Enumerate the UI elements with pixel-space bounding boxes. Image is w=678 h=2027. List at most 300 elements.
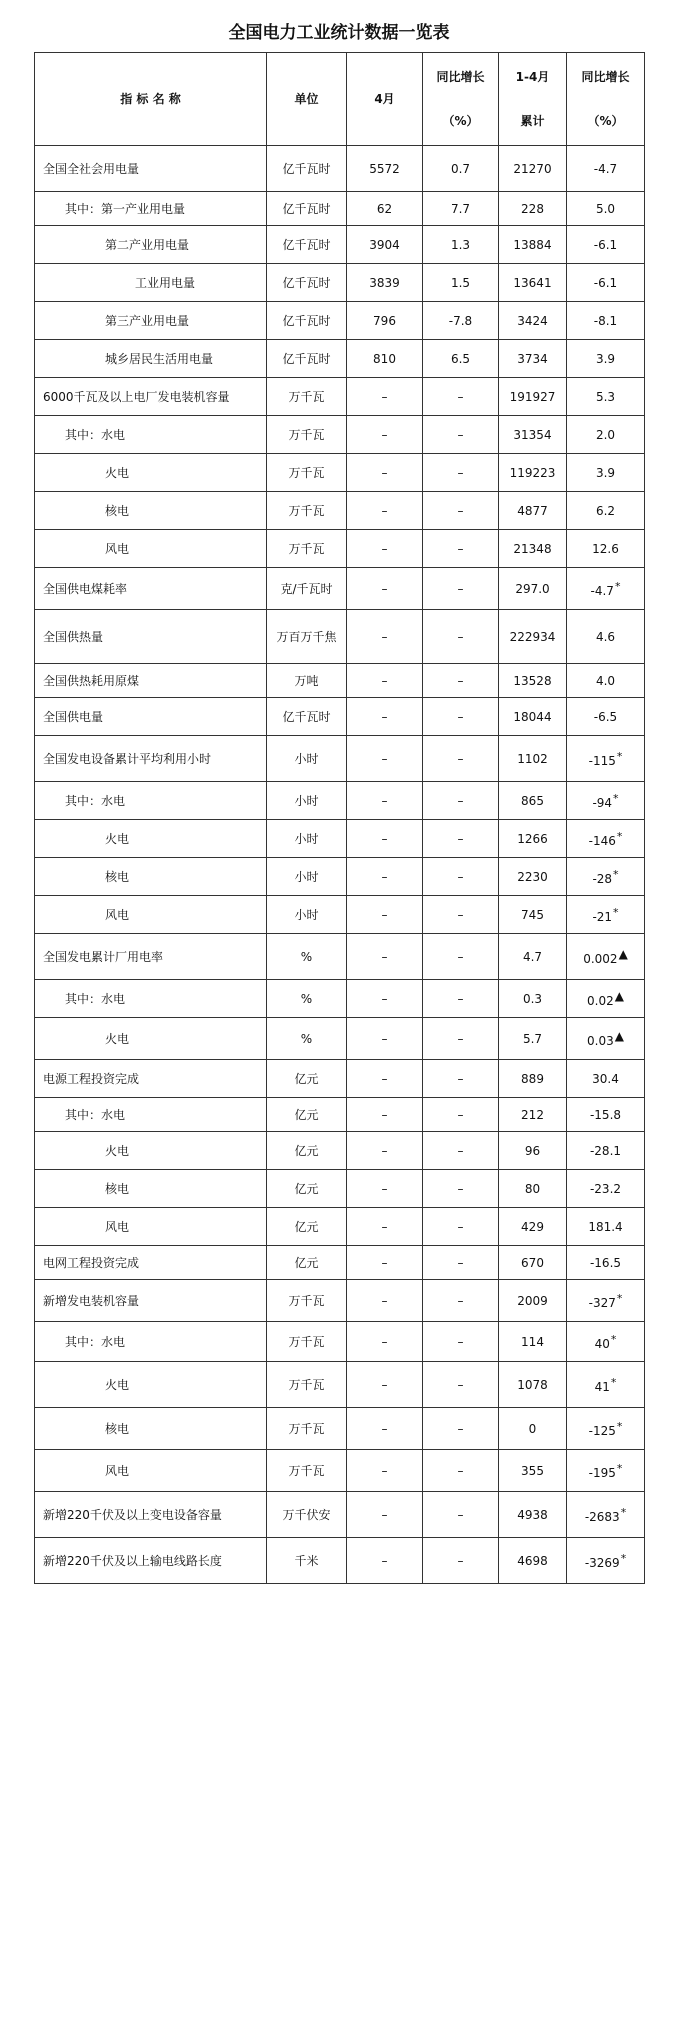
asterisk-mark: * <box>616 1461 623 1475</box>
row-yoy-cumulative-value: 5.3 <box>595 389 616 404</box>
row-name: 全国全社会用电量 <box>35 146 267 192</box>
row-name: 其中：第一产业用电量 <box>35 192 267 226</box>
row-name: 火电 <box>35 1362 267 1408</box>
row-name: 风电 <box>35 1208 267 1246</box>
row-yoy-cumulative-value: -15.8 <box>589 1107 622 1122</box>
table-row <box>35 1280 645 1322</box>
asterisk-mark: * <box>616 829 623 843</box>
table-row <box>35 1246 645 1280</box>
row-yoy-cumulative <box>567 1450 645 1492</box>
row-cumulative-value: 355 <box>499 1450 567 1492</box>
row-name: 其中：水电 <box>35 782 267 820</box>
row-yoy-month: – <box>423 454 499 492</box>
row-cumulative-value: 1266 <box>499 820 567 858</box>
triangle-mark-icon: ▲ <box>614 1029 624 1043</box>
row-yoy-cumulative-value: 6.2 <box>595 503 616 518</box>
row-name: 火电 <box>35 454 267 492</box>
row-yoy-cumulative <box>567 264 645 302</box>
row-month-value: – <box>347 858 423 896</box>
row-unit: % <box>267 1018 347 1060</box>
row-name: 全国发电设备累计平均利用小时 <box>35 736 267 782</box>
header-yoy-cumulative-line2: （%） <box>587 114 624 128</box>
row-month-value: 796 <box>347 302 423 340</box>
row-month-value: – <box>347 664 423 698</box>
row-yoy-cumulative-value: -146 <box>588 833 616 848</box>
row-name: 全国供电量 <box>35 698 267 736</box>
table-row <box>35 416 645 454</box>
row-yoy-cumulative <box>567 1280 645 1322</box>
row-yoy-cumulative-value: -195 <box>588 1465 616 1480</box>
table-row <box>35 1538 645 1584</box>
row-yoy-cumulative-value: -6.1 <box>593 237 618 252</box>
row-month-value: – <box>347 1098 423 1132</box>
table-row <box>35 264 645 302</box>
row-cumulative-value: 228 <box>499 192 567 226</box>
row-month-value: – <box>347 416 423 454</box>
row-yoy-month: – <box>423 1246 499 1280</box>
row-unit: 亿千瓦时 <box>267 226 347 264</box>
header-yoy-month-line2: （%） <box>442 114 479 128</box>
row-unit: 亿元 <box>267 1060 347 1098</box>
row-yoy-month: – <box>423 378 499 416</box>
header-name: 指 标 名 称 <box>35 53 267 146</box>
row-yoy-cumulative <box>567 934 645 980</box>
row-yoy-cumulative <box>567 1060 645 1098</box>
row-cumulative-value: 0.3 <box>499 980 567 1018</box>
row-yoy-cumulative <box>567 980 645 1018</box>
row-yoy-month: – <box>423 1018 499 1060</box>
row-cumulative-value: 4938 <box>499 1492 567 1538</box>
row-yoy-month: – <box>423 1408 499 1450</box>
row-name: 其中：水电 <box>35 1322 267 1362</box>
row-cumulative-value: 18044 <box>499 698 567 736</box>
asterisk-mark: * <box>613 867 619 881</box>
row-yoy-cumulative-value: -115 <box>588 753 616 768</box>
header-cumulative-line1: 1-4月 <box>515 70 550 84</box>
row-yoy-cumulative-value: 0.03 <box>587 1034 614 1048</box>
row-month-value: 810 <box>347 340 423 378</box>
row-unit: 小时 <box>267 782 347 820</box>
row-yoy-cumulative <box>567 302 645 340</box>
row-yoy-cumulative <box>567 568 645 610</box>
row-month-value: – <box>347 610 423 664</box>
row-name: 其中：水电 <box>35 1098 267 1132</box>
row-yoy-month: – <box>423 1492 499 1538</box>
row-unit: 万千瓦 <box>267 378 347 416</box>
header-yoy-cumulative <box>567 53 645 146</box>
row-yoy-cumulative <box>567 782 645 820</box>
row-unit: 亿元 <box>267 1246 347 1280</box>
header-yoy-month-line1: 同比增长 <box>436 70 485 84</box>
row-yoy-month: – <box>423 736 499 782</box>
row-cumulative-value: 31354 <box>499 416 567 454</box>
row-month-value: – <box>347 1208 423 1246</box>
row-month-value: – <box>347 1322 423 1362</box>
row-yoy-cumulative-value: -16.5 <box>589 1255 622 1270</box>
row-cumulative-value: 96 <box>499 1132 567 1170</box>
page-title: 全国电力工业统计数据一览表 <box>228 23 450 43</box>
row-yoy-cumulative-value: 4.6 <box>595 629 616 644</box>
row-yoy-cumulative <box>567 1322 645 1362</box>
row-month-value: – <box>347 1246 423 1280</box>
row-yoy-cumulative-value: -125 <box>588 1423 616 1438</box>
row-yoy-month: – <box>423 820 499 858</box>
asterisk-mark: * <box>613 905 619 919</box>
row-yoy-month: 1.5 <box>423 264 499 302</box>
row-yoy-cumulative <box>567 610 645 664</box>
row-cumulative-value: 4.7 <box>499 934 567 980</box>
row-unit: 小时 <box>267 736 347 782</box>
row-unit: 万千瓦 <box>267 530 347 568</box>
header-yoy-cumulative-line1: 同比增长 <box>581 70 630 84</box>
row-month-value: – <box>347 1450 423 1492</box>
row-yoy-month: – <box>423 896 499 934</box>
row-name: 其中：水电 <box>35 980 267 1018</box>
row-cumulative-value: 0 <box>499 1408 567 1450</box>
row-yoy-cumulative-value: 2.0 <box>595 427 616 442</box>
row-month-value: – <box>347 1538 423 1584</box>
row-yoy-cumulative <box>567 1408 645 1450</box>
row-unit: 万千瓦 <box>267 1362 347 1408</box>
row-month-value: – <box>347 378 423 416</box>
table-row <box>35 302 645 340</box>
table-row <box>35 1492 645 1538</box>
table-row <box>35 454 645 492</box>
row-cumulative-value: 865 <box>499 782 567 820</box>
row-cumulative-value: 745 <box>499 896 567 934</box>
table-row <box>35 1362 645 1408</box>
row-yoy-month: – <box>423 934 499 980</box>
row-month-value: – <box>347 1132 423 1170</box>
table-row <box>35 1408 645 1450</box>
asterisk-mark: * <box>620 1505 627 1519</box>
row-unit: 万千伏安 <box>267 1492 347 1538</box>
row-yoy-cumulative <box>567 664 645 698</box>
row-yoy-cumulative-value: 0.002 <box>583 952 618 966</box>
row-yoy-cumulative <box>567 378 645 416</box>
row-yoy-month: – <box>423 782 499 820</box>
row-yoy-cumulative <box>567 1362 645 1408</box>
row-month-value: – <box>347 492 423 530</box>
row-yoy-month: – <box>423 610 499 664</box>
row-cumulative-value: 3734 <box>499 340 567 378</box>
row-unit: 小时 <box>267 858 347 896</box>
row-yoy-cumulative-value: 12.6 <box>592 541 619 556</box>
row-unit: 千米 <box>267 1538 347 1584</box>
row-unit: 亿元 <box>267 1170 347 1208</box>
row-cumulative-value: 13528 <box>499 664 567 698</box>
table-row <box>35 934 645 980</box>
table-row <box>35 610 645 664</box>
row-cumulative-value: 429 <box>499 1208 567 1246</box>
row-yoy-cumulative <box>567 340 645 378</box>
row-yoy-cumulative-value: -23.2 <box>589 1181 622 1196</box>
table-row <box>35 736 645 782</box>
row-unit: 亿千瓦时 <box>267 264 347 302</box>
table-row <box>35 1322 645 1362</box>
row-yoy-month: – <box>423 1322 499 1362</box>
table-row <box>35 1450 645 1492</box>
row-unit: 亿元 <box>267 1098 347 1132</box>
row-month-value: – <box>347 1060 423 1098</box>
row-name: 全国发电累计厂用电率 <box>35 934 267 980</box>
row-yoy-month: – <box>423 492 499 530</box>
row-month-value: 5572 <box>347 146 423 192</box>
row-cumulative-value: 80 <box>499 1170 567 1208</box>
asterisk-mark: * <box>610 1375 617 1389</box>
row-yoy-cumulative-value: 3.9 <box>595 351 616 366</box>
row-month-value: – <box>347 980 423 1018</box>
statistics-table <box>34 52 645 1584</box>
row-yoy-month: – <box>423 1060 499 1098</box>
row-yoy-month: -7.8 <box>423 302 499 340</box>
row-yoy-cumulative-value: -2683 <box>584 1509 620 1524</box>
row-yoy-cumulative <box>567 1132 645 1170</box>
asterisk-mark: * <box>616 749 623 763</box>
table-row <box>35 1208 645 1246</box>
row-name: 第二产业用电量 <box>35 226 267 264</box>
row-name: 新增220千伏及以上变电设备容量 <box>35 1492 267 1538</box>
row-month-value: – <box>347 820 423 858</box>
row-yoy-cumulative-value: 30.4 <box>592 1071 619 1086</box>
row-yoy-month: – <box>423 1132 499 1170</box>
row-yoy-cumulative-value: -21 <box>592 909 613 924</box>
row-unit: 亿元 <box>267 1208 347 1246</box>
row-month-value: 62 <box>347 192 423 226</box>
row-yoy-cumulative <box>567 1098 645 1132</box>
row-yoy-cumulative-value: -8.1 <box>593 313 618 328</box>
row-name: 第三产业用电量 <box>35 302 267 340</box>
table-header-row <box>35 53 645 146</box>
row-yoy-cumulative <box>567 226 645 264</box>
row-unit: 万千瓦 <box>267 1280 347 1322</box>
row-name: 核电 <box>35 858 267 896</box>
table-row <box>35 340 645 378</box>
row-yoy-cumulative <box>567 1246 645 1280</box>
row-yoy-month: – <box>423 1098 499 1132</box>
table-row <box>35 1132 645 1170</box>
asterisk-mark: * <box>616 1419 623 1433</box>
table-row <box>35 378 645 416</box>
row-name: 风电 <box>35 530 267 568</box>
table-row <box>35 980 645 1018</box>
row-unit: 亿千瓦时 <box>267 192 347 226</box>
table-row <box>35 492 645 530</box>
header-yoy-month <box>423 53 499 146</box>
row-yoy-cumulative-value: 4.0 <box>595 673 616 688</box>
row-name: 电网工程投资完成 <box>35 1246 267 1280</box>
row-yoy-cumulative <box>567 146 645 192</box>
row-cumulative-value: 3424 <box>499 302 567 340</box>
row-cumulative-value: 889 <box>499 1060 567 1098</box>
row-unit: 小时 <box>267 820 347 858</box>
row-yoy-cumulative <box>567 454 645 492</box>
row-cumulative-value: 2230 <box>499 858 567 896</box>
row-cumulative-value: 119223 <box>499 454 567 492</box>
row-yoy-month: 1.3 <box>423 226 499 264</box>
row-month-value: – <box>347 1280 423 1322</box>
row-cumulative-value: 4877 <box>499 492 567 530</box>
row-unit: 万千瓦 <box>267 1408 347 1450</box>
row-month-value: – <box>347 736 423 782</box>
triangle-mark-icon: ▲ <box>618 947 628 961</box>
row-name: 城乡居民生活用电量 <box>35 340 267 378</box>
row-yoy-cumulative <box>567 820 645 858</box>
row-cumulative-value: 2009 <box>499 1280 567 1322</box>
row-yoy-month: – <box>423 664 499 698</box>
row-unit: 亿千瓦时 <box>267 340 347 378</box>
row-name: 火电 <box>35 820 267 858</box>
row-cumulative-value: 5.7 <box>499 1018 567 1060</box>
row-month-value: – <box>347 934 423 980</box>
table-row <box>35 858 645 896</box>
row-yoy-cumulative-value: 0.02 <box>587 994 614 1008</box>
row-yoy-cumulative-value: -4.7 <box>593 161 618 176</box>
row-cumulative-value: 222934 <box>499 610 567 664</box>
row-yoy-month: – <box>423 530 499 568</box>
row-cumulative-value: 13641 <box>499 264 567 302</box>
row-yoy-month: – <box>423 568 499 610</box>
table-row <box>35 226 645 264</box>
row-unit: 万百万千焦 <box>267 610 347 664</box>
table-row <box>35 192 645 226</box>
row-month-value: – <box>347 454 423 492</box>
row-yoy-cumulative <box>567 1018 645 1060</box>
row-unit: 小时 <box>267 896 347 934</box>
row-unit: % <box>267 934 347 980</box>
row-yoy-month: – <box>423 1170 499 1208</box>
row-yoy-cumulative-value: 5.0 <box>595 201 616 216</box>
row-cumulative-value: 670 <box>499 1246 567 1280</box>
row-month-value: – <box>347 530 423 568</box>
row-yoy-cumulative <box>567 192 645 226</box>
row-name: 核电 <box>35 1170 267 1208</box>
row-yoy-cumulative <box>567 1208 645 1246</box>
row-cumulative-value: 1102 <box>499 736 567 782</box>
row-month-value: – <box>347 568 423 610</box>
row-cumulative-value: 212 <box>499 1098 567 1132</box>
asterisk-mark: * <box>614 579 621 593</box>
row-yoy-month: – <box>423 980 499 1018</box>
row-month-value: – <box>347 896 423 934</box>
row-yoy-cumulative <box>567 736 645 782</box>
row-yoy-cumulative-value: -327 <box>588 1295 616 1310</box>
row-unit: 亿千瓦时 <box>267 146 347 192</box>
row-name: 全国供电煤耗率 <box>35 568 267 610</box>
header-cumulative <box>499 53 567 146</box>
header-month: 4月 <box>347 53 423 146</box>
row-unit: 亿千瓦时 <box>267 302 347 340</box>
table-body <box>35 146 645 1584</box>
row-name: 全国供热量 <box>35 610 267 664</box>
row-yoy-month: – <box>423 416 499 454</box>
row-yoy-cumulative-value: 181.4 <box>588 1219 623 1234</box>
header-unit: 单位 <box>267 53 347 146</box>
row-cumulative-value: 13884 <box>499 226 567 264</box>
row-yoy-cumulative <box>567 858 645 896</box>
row-name: 风电 <box>35 1450 267 1492</box>
table-row <box>35 1170 645 1208</box>
row-yoy-month: – <box>423 1280 499 1322</box>
row-name: 火电 <box>35 1132 267 1170</box>
row-yoy-cumulative <box>567 1538 645 1584</box>
row-month-value: – <box>347 1170 423 1208</box>
row-name: 核电 <box>35 492 267 530</box>
row-yoy-cumulative-value: -6.1 <box>593 275 618 290</box>
row-yoy-month: 0.7 <box>423 146 499 192</box>
row-month-value: – <box>347 1492 423 1538</box>
row-yoy-cumulative <box>567 1170 645 1208</box>
row-name: 工业用电量 <box>35 264 267 302</box>
row-yoy-month: – <box>423 1208 499 1246</box>
row-yoy-cumulative-value: 40 <box>594 1336 610 1351</box>
row-month-value: – <box>347 698 423 736</box>
row-name: 其中：水电 <box>35 416 267 454</box>
row-yoy-cumulative <box>567 416 645 454</box>
row-yoy-cumulative-value: -94 <box>592 795 613 810</box>
row-yoy-cumulative-value: -4.7 <box>590 583 614 598</box>
row-cumulative-value: 114 <box>499 1322 567 1362</box>
row-yoy-cumulative <box>567 1492 645 1538</box>
row-month-value: 3904 <box>347 226 423 264</box>
row-name: 新增发电装机容量 <box>35 1280 267 1322</box>
table-row <box>35 1060 645 1098</box>
row-yoy-cumulative <box>567 698 645 736</box>
asterisk-mark: * <box>613 791 619 805</box>
row-cumulative-value: 21348 <box>499 530 567 568</box>
row-yoy-cumulative <box>567 530 645 568</box>
table-row <box>35 1098 645 1132</box>
row-yoy-cumulative-value: -28 <box>592 871 613 886</box>
row-yoy-cumulative-value: -6.5 <box>593 709 618 724</box>
row-yoy-cumulative-value: 3.9 <box>595 465 616 480</box>
row-yoy-cumulative-value: 41 <box>594 1379 610 1394</box>
row-name: 全国供热耗用原煤 <box>35 664 267 698</box>
row-cumulative-value: 21270 <box>499 146 567 192</box>
row-unit: 亿元 <box>267 1132 347 1170</box>
row-month-value: – <box>347 1408 423 1450</box>
row-cumulative-value: 191927 <box>499 378 567 416</box>
table-row <box>35 530 645 568</box>
row-month-value: 3839 <box>347 264 423 302</box>
row-yoy-month: 7.7 <box>423 192 499 226</box>
asterisk-mark: * <box>620 1551 627 1565</box>
row-unit: 万千瓦 <box>267 454 347 492</box>
row-yoy-month: – <box>423 1538 499 1584</box>
row-yoy-month: 6.5 <box>423 340 499 378</box>
row-cumulative-value: 1078 <box>499 1362 567 1408</box>
row-yoy-month: – <box>423 1450 499 1492</box>
row-cumulative-value: 297.0 <box>499 568 567 610</box>
row-unit: 克/千瓦时 <box>267 568 347 610</box>
row-unit: 万千瓦 <box>267 492 347 530</box>
table-row <box>35 146 645 192</box>
row-yoy-cumulative <box>567 492 645 530</box>
row-name: 核电 <box>35 1408 267 1450</box>
table-row <box>35 896 645 934</box>
row-name: 电源工程投资完成 <box>35 1060 267 1098</box>
row-month-value: – <box>347 1362 423 1408</box>
row-name: 6000千瓦及以上电厂发电装机容量 <box>35 378 267 416</box>
asterisk-mark: * <box>616 1291 623 1305</box>
triangle-mark-icon: ▲ <box>614 989 624 1003</box>
table-row <box>35 698 645 736</box>
row-cumulative-value: 4698 <box>499 1538 567 1584</box>
row-unit: 万千瓦 <box>267 1322 347 1362</box>
row-unit: 亿千瓦时 <box>267 698 347 736</box>
table-row <box>35 664 645 698</box>
row-unit: 万千瓦 <box>267 1450 347 1492</box>
